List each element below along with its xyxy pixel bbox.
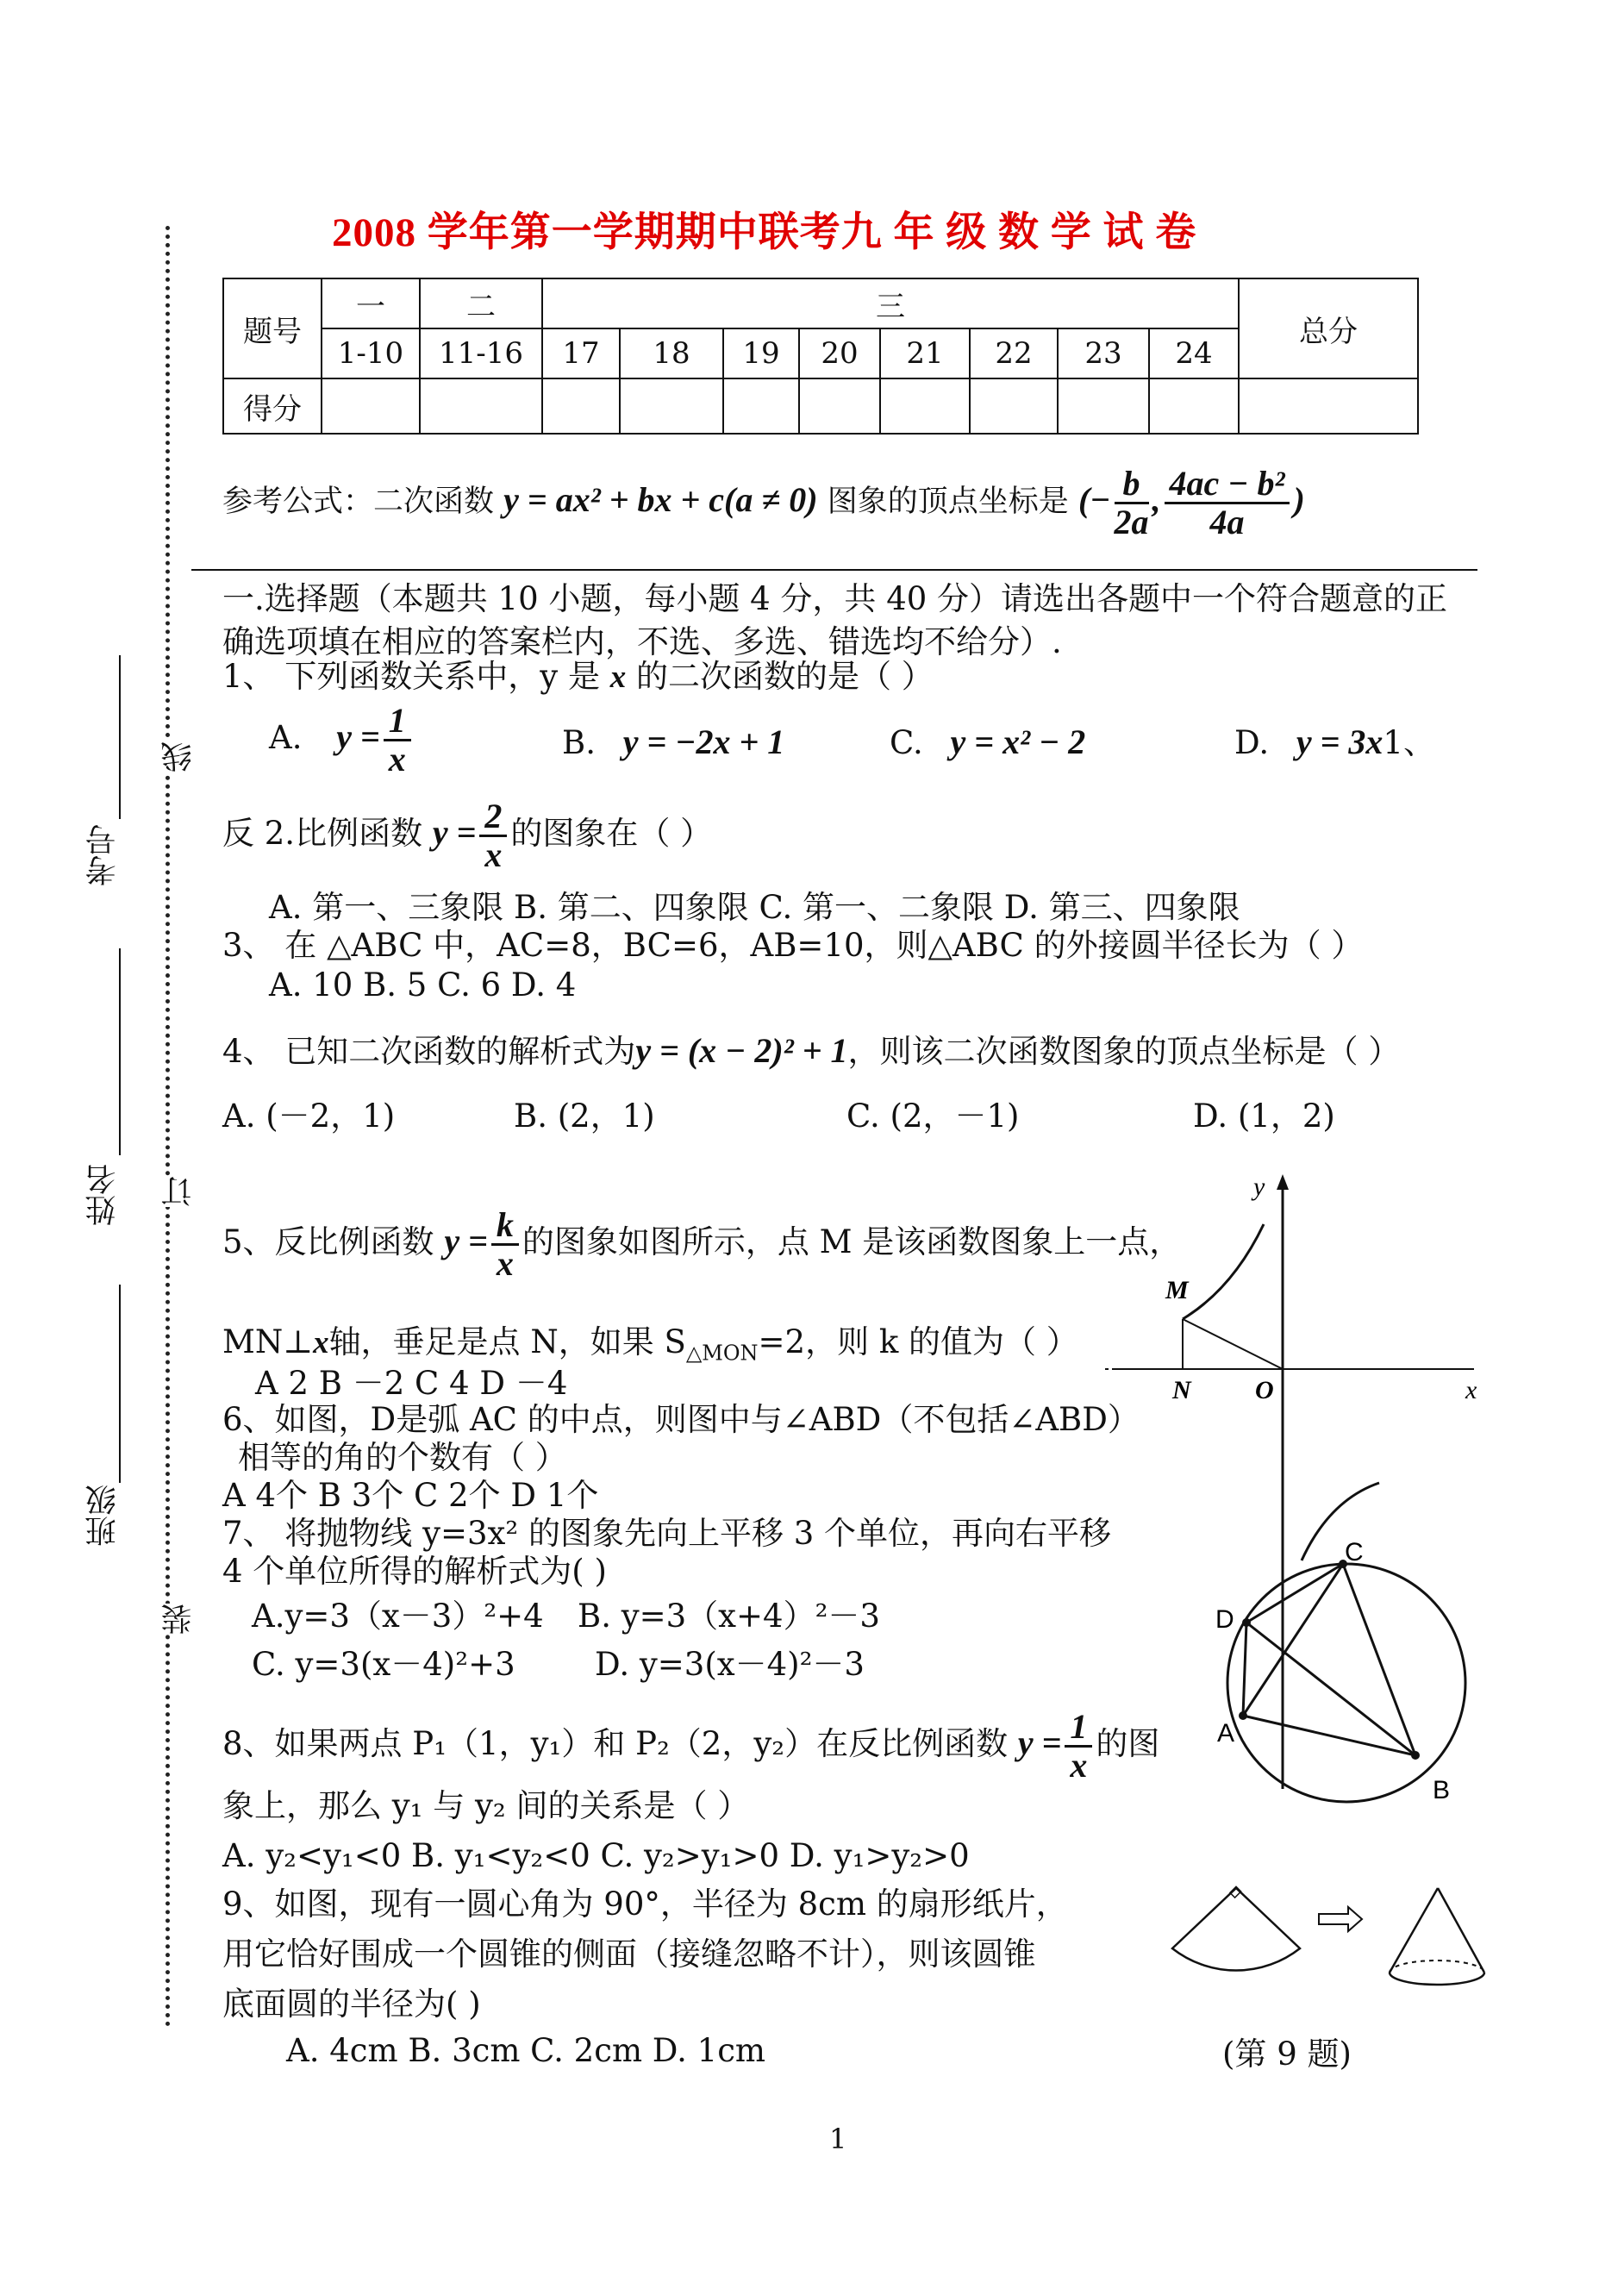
q4-option-c: C. (2，－1) <box>846 1097 1020 1135</box>
circle-label-d: D <box>1215 1605 1234 1634</box>
score-cell[interactable] <box>322 378 420 434</box>
q9-line2: 用它恰好围成一个圆锥的侧面（接缝忽略不计），则该圆锥 <box>222 1935 1036 1973</box>
q9-line3: 底面圆的半径为( ) <box>222 1985 481 2023</box>
q4-option-b: B. (2，1) <box>514 1097 655 1135</box>
q7-option-b: B. y=3（x+4）²－3 <box>578 1598 880 1635</box>
q5-stem: 5、反比例函数 y = $\frac{k}{x}$ 的图象如图所示，点 M 是该函数图象上一点， <box>222 1205 1182 1283</box>
row-label-question-no: 题号 <box>223 278 322 378</box>
score-cell[interactable] <box>542 378 620 434</box>
q1-option-d: D. y = 3x1、 <box>1234 722 1435 761</box>
sub-header: 18 <box>620 328 723 378</box>
reference-formula: 参考公式：二次函数 y = ax² + bx + c(a ≠ 0) 图象的顶点坐标是 (− $\frac{b}{2a}$ , $\frac{\text{4ac − b²}}{4a}$ ) <box>222 464 1305 541</box>
q2-fraction: $\frac{2}{x}$ <box>479 798 507 873</box>
circle-label-a: A <box>1217 1719 1235 1748</box>
q8-line2: 象上，那么 y₁ 与 y₂ 间的关系是（ ） <box>222 1787 750 1824</box>
q8-options: A. y₂<y₁<0 B. y₁<y₂<0 C. y₂>y₁>0 D. y₁>y₂>0 <box>222 1837 970 1874</box>
q5-line2: MN⊥x轴，垂足是点 N，如果 $S_{\triangle MON}=2$，则 k 的值为（ ） <box>222 1323 1078 1366</box>
q1-option-b: B. y = −2x + 1 <box>562 722 785 761</box>
score-cell[interactable] <box>1058 378 1149 434</box>
circle-label-c: C <box>1345 1538 1364 1566</box>
side-label-xingming: 姓名 <box>85 1164 121 1226</box>
section-heading-line2: 确选项填在相应的答案栏内，不选、多选、错选均不给分）. <box>222 623 1062 660</box>
q1-option-c: C. y = x² − 2 <box>890 722 1086 761</box>
q7-option-a: A.y=3（x－3）²+4 <box>252 1598 544 1635</box>
q1-a-fraction: $\frac{1}{x}$ <box>384 703 411 778</box>
side-label-line: 线 <box>157 741 201 772</box>
graph-label-n: N <box>1172 1376 1191 1404</box>
score-cell[interactable] <box>799 378 880 434</box>
section-heading-line1: 一.选择题（本题共 10 小题，每小题 4 分，共 40 分）请选出各题中一个符合题意的正 <box>222 580 1448 617</box>
graph-label-x: x <box>1465 1376 1477 1404</box>
q8-stem: 8、如果两点 P₁（1，y₁）和 P₂（2，y₂）在反比例函数 y = $\frac{1}{x}$ 的图 <box>222 1707 1160 1785</box>
q9-sector-cone-diagram <box>1164 1876 1500 2005</box>
q2-options: A. 第一、三象限 B. 第二、四象限 C. 第一、二象限 D. 第三、四象限 <box>269 889 1240 926</box>
q6-options: A 4个 B 3个 C 2个 D 1个 <box>222 1477 599 1514</box>
q9-caption: (第 9 题) <box>1222 2035 1352 2073</box>
q5-fraction: $\frac{k}{x}$ <box>491 1207 519 1282</box>
sub-header: 17 <box>542 328 620 378</box>
group-one: 一 <box>322 278 420 328</box>
q9-line1: 9、如图，现有一圆心角为 90°，半径为 8cm 的扇形纸片， <box>222 1885 1068 1923</box>
total-label: 总分 <box>1239 278 1418 378</box>
q7-line2: 4 个单位所得的解析式为( ) <box>222 1553 607 1590</box>
side-label-banji: 班级 <box>85 1485 121 1547</box>
sub-header: 21 <box>880 328 970 378</box>
score-cell[interactable] <box>723 378 799 434</box>
q1-option-a: A. y = $\frac{1}{x}$ <box>269 703 415 778</box>
q4-option-a: A. (－2，1) <box>222 1097 396 1135</box>
score-cell[interactable] <box>880 378 970 434</box>
vertex-y-fraction: $\frac{\text{4ac − b²}}{4a}$ <box>1165 466 1290 541</box>
q4-option-d: D. (1，2) <box>1193 1097 1335 1135</box>
graph-label-o: O <box>1255 1376 1274 1404</box>
q3-stem: 3、 在 △ABC 中，AC=8，BC=6，AB=10，则△ABC 的外接圆半径长为（ ） <box>222 927 1364 964</box>
score-cell[interactable] <box>420 378 542 434</box>
q7-option-d: D. y=3(x－4)²－3 <box>595 1646 865 1683</box>
q6-line2: 相等的角的个数有（ ） <box>238 1439 567 1476</box>
sub-header: 23 <box>1058 328 1149 378</box>
q9-options: A. 4cm B. 3cm C. 2cm D. 1cm <box>286 2032 766 2069</box>
q6-line1: 6、如图，D是弧 AC 的中点，则图中与∠ABD（不包括∠ABD） <box>222 1401 1140 1438</box>
sub-header: 11-16 <box>420 328 542 378</box>
q1-stem: 1、 下列函数关系中，y 是 x 的二次函数的是（ ） <box>222 658 934 695</box>
group-two: 二 <box>420 278 542 328</box>
q7-option-c: C. y=3(x－4)²+3 <box>252 1646 515 1683</box>
q2-stem: 反 2.比例函数 y = $\frac{2}{x}$ 的图象在（ ） <box>222 797 713 874</box>
vertex-x-fraction: $\frac{b}{2a}$ <box>1114 464 1149 541</box>
sub-header: 1-10 <box>322 328 420 378</box>
sub-header: 24 <box>1149 328 1239 378</box>
kaohao-underline <box>119 655 121 819</box>
q8-fraction: $\frac{1}{x}$ <box>1065 1709 1092 1784</box>
score-cell[interactable] <box>620 378 723 434</box>
group-three: 三 <box>542 278 1239 328</box>
sub-header: 22 <box>970 328 1058 378</box>
side-label-zhuang: 装 <box>157 1604 201 1635</box>
circle-label-b: B <box>1433 1776 1451 1804</box>
graph-label-m: M <box>1165 1276 1189 1304</box>
q7-line1: 7、 将抛物线 y=3x² 的图象先向上平移 3 个单位，再向右平移 <box>222 1515 1112 1552</box>
q5-options: A 2 B －2 C 4 D －4 <box>255 1365 568 1402</box>
total-cell[interactable] <box>1239 378 1418 434</box>
graph-label-y: y <box>1253 1173 1265 1201</box>
q6-circle-diagram <box>1207 1535 1491 1819</box>
q4-stem: 4、 已知二次函数的解析式为y = (x − 2)² + 1，则该二次函数图象的顶点坐标是（ ） <box>222 1031 1401 1070</box>
side-label-ding: 订 <box>157 1176 201 1207</box>
sub-header: 20 <box>799 328 880 378</box>
row-label-score: 得分 <box>223 378 322 434</box>
xingming-underline <box>119 948 121 1155</box>
score-cell[interactable] <box>1149 378 1239 434</box>
sub-header: 19 <box>723 328 799 378</box>
q3-options: A. 10 B. 5 C. 6 D. 4 <box>269 966 577 1004</box>
banji-underline <box>119 1285 121 1483</box>
header-divider <box>191 569 1477 571</box>
side-label-kaohao: 考号 <box>85 824 121 886</box>
score-table <box>222 278 1419 435</box>
score-cell[interactable] <box>970 378 1058 434</box>
binding-line <box>166 226 170 2028</box>
exam-title: 2008 学年第一学期期中联考九 年 级 数 学 试 卷 <box>332 210 1197 255</box>
page-number: 1 <box>829 2123 847 2155</box>
